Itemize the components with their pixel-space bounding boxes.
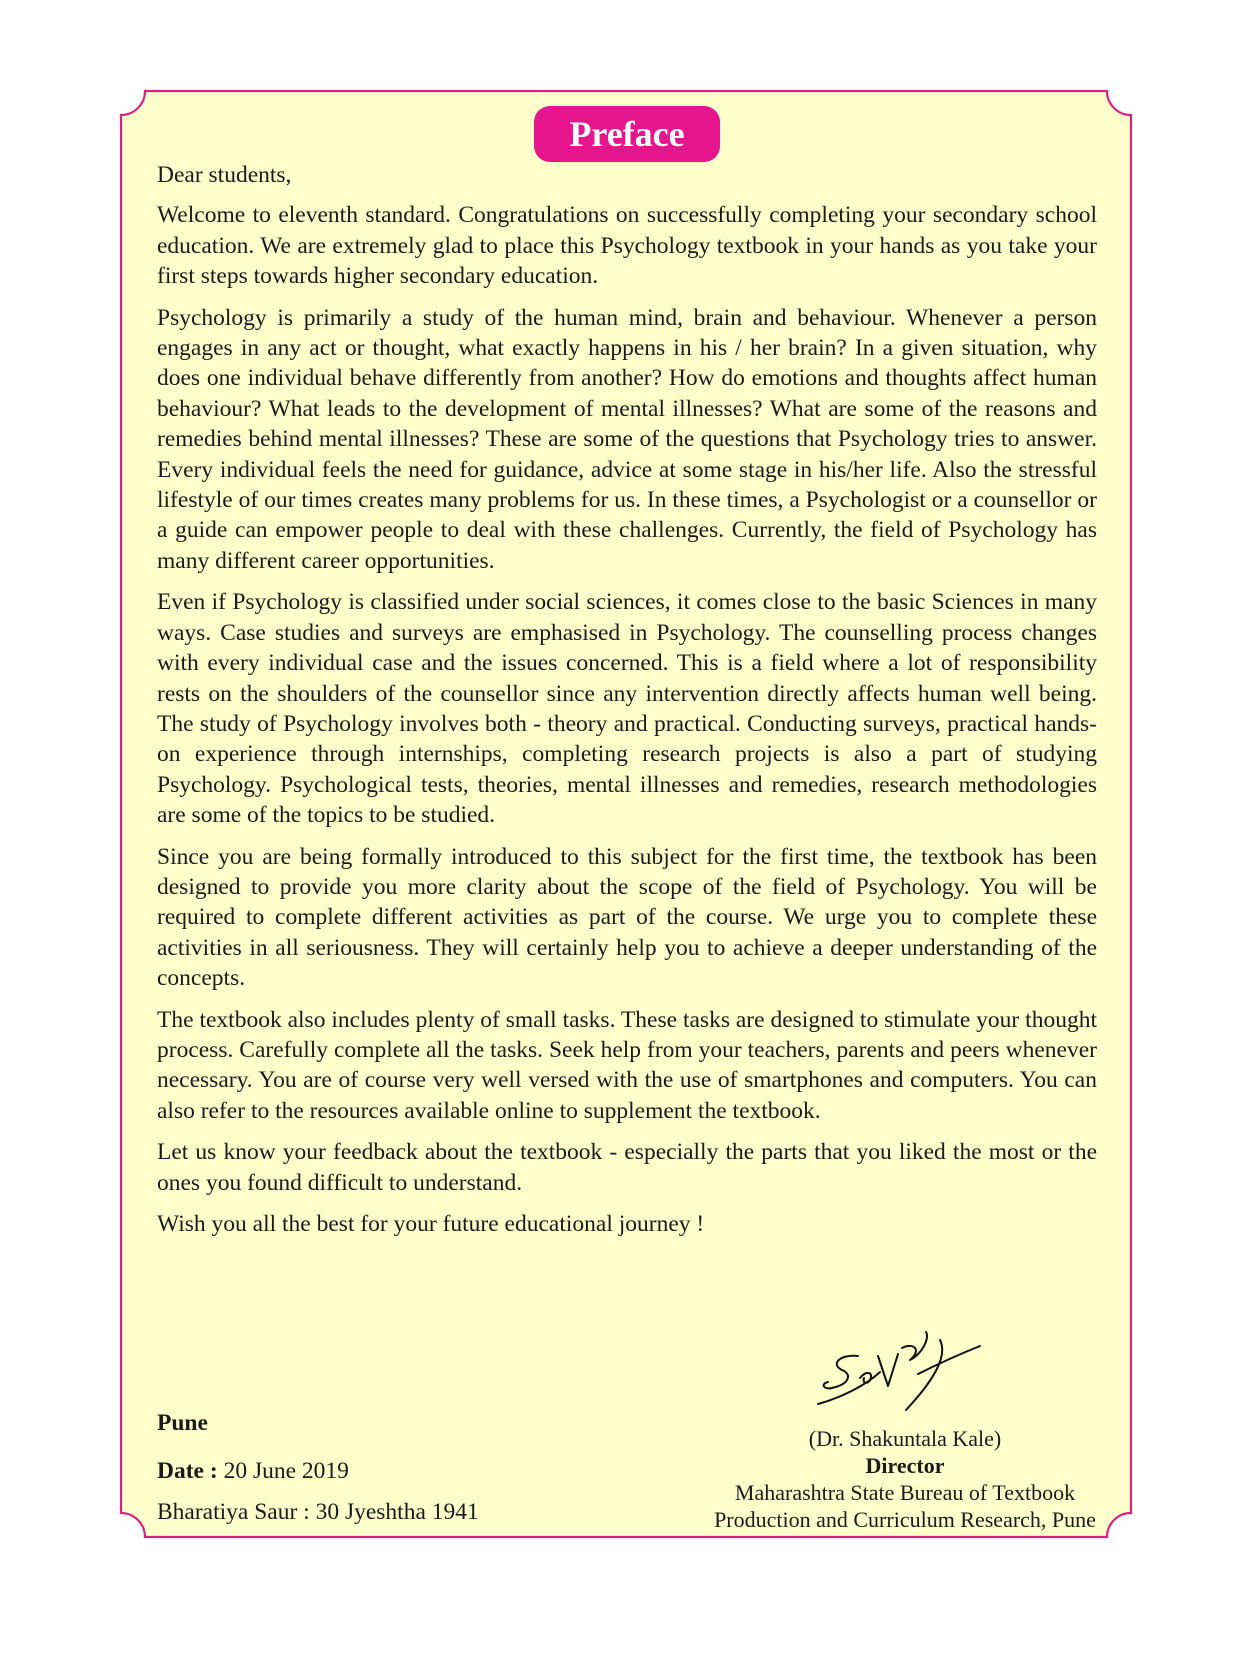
signatory-name: (Dr. Shakuntala Kale) [808,1426,1002,1451]
signature-icon [810,1326,985,1418]
paragraph-textbook-design: Since you are being formally introduced to this subject for the first time, the textbook has been designed to provide you more clarity about the scope of the field of Psychology. You will be required to complete different activities as part of the course. We urge you to complete these activities in all seriousness. They will certainly help you to achieve a deeper understanding of the concepts. [157,843,1097,992]
paragraph-psychology-intro: Psychology is primarily a study of the human mind, brain and behaviour. Whenever a person engages in any act or thought, what exactly happens in his / her brain? In a given situation, why does one individual behave differently from another? How do emotions and thoughts affect human behaviour? What leads to the development of mental illnesses? What are some of the reasons and remedies behind mental illnesses? These are some of the questions that Psychology tries to answer. Every individual feels the need for guidance, advice at some stage in his/her life. Also the stressful lifestyle of our times creates many problems for us. In these times, a Psychologist or a counsellor or a guide can empower people to deal with these challenges. Currently, the field of Psychology has many different career opportunities. [157,304,1097,574]
closing-wish: Wish you all the best for your future educational journey ! [157,1211,705,1237]
paragraph-psychology-science: Even if Psychology is classified under social sciences, it comes close to the basic Sciences in many ways. Case studies and surveys are emphasised in Psychology. The counselling process changes with every individual case and the issues concerned. This is a field where a lot of responsibility rests on the shoulders of the counsellor since any intervention directly affects human well being. The study of Psychology involves both - theory and practical. Conducting surveys, practical hands-on experience through internships, completing research projects is also a part of studying Psychology. Psychological tests, theories, mental illnesses and remedies, research methodologies are some of the topics to be studied. [157,589,1097,829]
preface-body [157,160,1097,1250]
paragraph-welcome: Welcome to eleventh standard. Congratulations on successfully completing your secondary school education. We are extremely glad to place this Psychology textbook in your hands as you take your first steps towards higher secondary education. [157,202,1097,290]
signatory-designation: Director [865,1453,945,1478]
place: Pune [157,1410,208,1436]
paragraph-feedback: Let us know your feedback about the textbook - especially the parts that you liked the most or the ones you found difficult to understand. [157,1139,1097,1196]
signatory-org-line1: Maharashtra State Bureau of Textbook [734,1480,1076,1505]
bharatiya-saur-date: Bharatiya Saur : 30 Jyeshtha 1941 [157,1499,479,1525]
date-label: Date : [157,1458,218,1484]
greeting: Dear students, [157,162,292,188]
date-line [157,1458,349,1485]
signatory-block [685,1425,1125,1533]
page-title: Preface [534,106,720,162]
date-value: 20 June 2019 [223,1458,349,1484]
paragraph-small-tasks: The textbook also includes plenty of small tasks. These tasks are designed to stimulate your thought process. Carefully complete all the tasks. Seek help from your teachers, parents and peers whenever necessary. You are of course very well versed with the use of smartphones and computers. You can also refer to the resources available online to supplement the textbook. [157,1006,1097,1124]
signatory-org-line2: Production and Curriculum Research, Pune [714,1507,1096,1532]
